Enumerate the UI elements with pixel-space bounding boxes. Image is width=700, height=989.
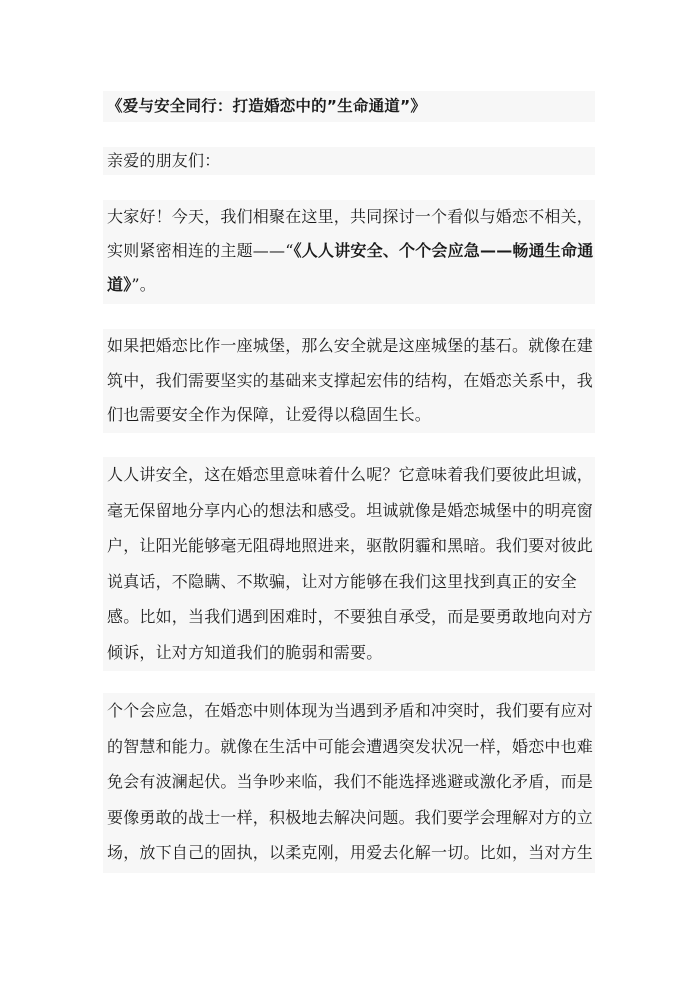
- paragraph-line: 场，放下自己的固执，以柔克刚，用爱去化解一切。比如，当对方生: [107, 843, 594, 862]
- paragraph-line: 的智慧和能力。就像在生活中可能会遭遇突发状况一样，婚恋中也难: [107, 736, 594, 756]
- paragraph-line: 个个会应急，在婚恋中则体现为当遇到矛盾和冲突时，我们要有应对: [107, 701, 594, 720]
- bold-topic-text: 道》: [107, 275, 132, 294]
- document-title: 《爱与安全同行：打造婚恋中的”生命通道”》: [103, 91, 595, 122]
- paragraph-emergency: [103, 693, 595, 873]
- paragraph-castle: [103, 329, 595, 433]
- paragraph-line: 感。比如，当我们遇到困难时，不要独自承受，而是要勇敢地向对方: [107, 607, 594, 626]
- paragraph-line: [107, 268, 591, 302]
- bold-topic-text: 《人人讲安全、个个会应急——畅通生命通: [293, 241, 594, 260]
- paragraph-line: 要像勇敢的战士一样，积极地去解决问题。我们要学会理解对方的立: [107, 807, 594, 827]
- paragraph-line: [107, 234, 594, 268]
- paragraph-line: 毫无保留地分享内心的想法和感受。坦诚就像是婚恋城堡中的明亮窗: [107, 500, 594, 520]
- paragraph-line: 户，让阳光能够毫无阻碍地照进来，驱散阴霾和黑暗。我们要对彼此: [107, 536, 594, 555]
- text-span: ”。: [131, 275, 156, 294]
- paragraph-line: 说真话，不隐瞒、不欺骗，让对方能够在我们这里找到真正的安全: [107, 571, 577, 591]
- paragraph-intro: [103, 200, 595, 304]
- paragraph-line: 人人讲安全，这在婚恋里意味着什么呢？它意味着我们要彼此坦诚，: [107, 465, 594, 484]
- paragraph-line: 免会有波澜起伏。当争吵来临，我们不能选择逃避或激化矛盾，而是: [107, 772, 594, 791]
- paragraph-line: 筑中，我们需要坚实的基础来支撑起宏伟的结构，在婚恋关系中，我: [107, 370, 594, 390]
- paragraph-line: 大家好！今天，我们相聚在这里，共同探讨一个看似与婚恋不相关，: [107, 207, 594, 226]
- greeting: 亲爱的朋友们：: [103, 147, 595, 175]
- paragraph-line: 们也需要安全作为保障，让爱得以稳固生长。: [107, 405, 432, 424]
- paragraph-line: 如果把婚恋比作一座城堡，那么安全就是这座城堡的基石。就像在建: [107, 336, 594, 355]
- paragraph-line: 倾诉，让对方知道我们的脆弱和需要。: [107, 642, 383, 662]
- text-span: 实则紧密相连的主题——“: [107, 241, 294, 260]
- paragraph-safety: [103, 457, 595, 671]
